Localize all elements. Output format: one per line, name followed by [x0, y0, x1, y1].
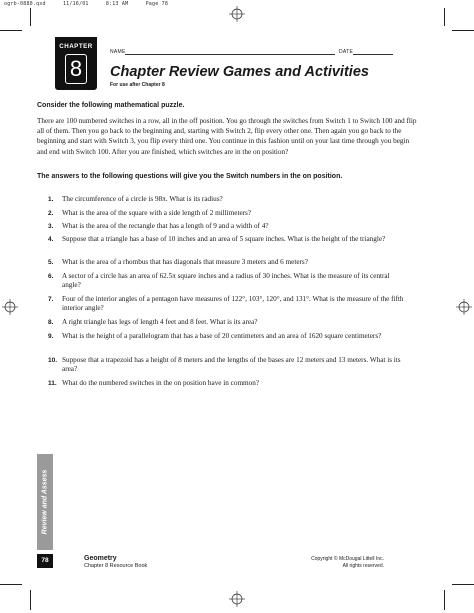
- name-label: NAME: [110, 49, 126, 55]
- question-number: 3.: [48, 223, 54, 230]
- footer-copyright: [311, 556, 384, 569]
- question-item: [48, 272, 408, 291]
- crop-mark: [444, 590, 445, 610]
- answers-heading: The answers to the following questions will give you the Switch numbers in the on position.: [37, 173, 343, 180]
- crop-mark: [452, 30, 474, 31]
- question-text: Four of the interior angles of a pentagon have measures of 122°, 103°, 120°, and 131°. What is the measure of the fifth interior angle?: [62, 295, 404, 313]
- question-number: 6.: [48, 273, 54, 280]
- page-number: 78: [37, 554, 53, 568]
- question-text: A sector of a circle has an area of 62.5π square inches and a radius of 30 inches. What is the measure of its central angle?: [62, 272, 390, 290]
- question-text: Suppose that a trapezoid has a height of 8 meters and the lengths of the bases are 12 meters and 13 meters. What is its area?: [62, 356, 401, 374]
- question-number: 4.: [48, 236, 54, 243]
- footer-book-title: Geometry: [84, 555, 117, 562]
- date-blank: [353, 54, 393, 55]
- side-tab-label: Review and Assess: [41, 469, 49, 535]
- question-text: What is the area of the square with a side length of 2 millimeters?: [62, 209, 252, 217]
- question-item: [48, 332, 408, 341]
- question-number: 10.: [48, 357, 58, 364]
- crop-mark: [0, 584, 22, 585]
- question-item: [48, 295, 408, 314]
- puzzle-heading: Consider the following mathematical puzzle.: [37, 102, 185, 109]
- question-number: 2.: [48, 210, 54, 217]
- question-item: [48, 318, 408, 327]
- question-number: 7.: [48, 296, 54, 303]
- slug-page: Page 78: [145, 1, 169, 7]
- crop-mark: [30, 8, 31, 26]
- question-text: The circumference of a circle is 98π. What is its radius?: [62, 195, 223, 203]
- puzzle-text: There are 100 numbered switches in a row, all in the off position. You go through the switches from Switch 1 to Switch 100 and flip all of them. Then you go back to the beginning and, starting with Switch 2, flip every other one. Then again you go back to the beginning and start with Switch 3, you flip every third one. You continue in this fashion until on your last time through you begin and end with Switch 100. After you are finished, which switches are in the on position?: [37, 117, 417, 156]
- slug-time: 8:13 AM: [105, 1, 129, 7]
- chapter-label: CHAPTER: [59, 43, 93, 50]
- question-item: [48, 235, 408, 244]
- question-text: What is the height of a parallelogram that has a base of 20 centimeters and an area of 1620 square centimeters?: [62, 332, 382, 340]
- rights-text: All rights reserved.: [342, 562, 384, 569]
- file-slug: [4, 1, 182, 7]
- registration-mark-icon: [229, 6, 245, 22]
- copyright-text: Copyright © McDougal Littell Inc.: [311, 556, 384, 562]
- slug-date: 11/16/01: [62, 1, 89, 7]
- crop-mark: [452, 584, 474, 585]
- question-item: [48, 222, 408, 231]
- question-item: [48, 258, 408, 267]
- question-item: [48, 209, 408, 218]
- name-blank: [125, 54, 335, 55]
- footer-resource: Chapter 8 Resource Book: [84, 563, 148, 569]
- crop-mark: [0, 30, 22, 31]
- slug-file: ogrb-0880.qxd: [4, 1, 46, 7]
- chapter-number: 8: [65, 54, 87, 84]
- crop-mark: [30, 590, 31, 610]
- registration-mark-icon: [229, 591, 245, 607]
- question-text: What is the area of a rhombus that has diagonals that measure 3 meters and 6 meters?: [62, 258, 308, 266]
- question-number: 11.: [48, 380, 57, 387]
- question-number: 1.: [48, 196, 54, 203]
- registration-mark-icon: [456, 299, 472, 315]
- footer-book-info: [84, 555, 147, 569]
- chapter-badge: [55, 37, 97, 90]
- side-tab: [37, 454, 53, 550]
- page-title: Chapter Review Games and Activities: [110, 64, 369, 80]
- page-subtitle: For use after Chapter 8: [110, 82, 165, 88]
- question-text: What is the area of the rectangle that has a length of 9 and a width of 4?: [62, 222, 269, 230]
- question-item: [48, 356, 408, 375]
- question-item: [48, 379, 408, 388]
- question-number: 5.: [48, 259, 54, 266]
- question-text: Suppose that a triangle has a base of 10 inches and an area of 5 square inches. What is the height of the triangle?: [62, 235, 386, 243]
- crop-mark: [444, 8, 445, 26]
- registration-mark-icon: [2, 299, 18, 315]
- question-text: What do the numbered switches in the on position have in common?: [62, 379, 260, 387]
- question-item: [48, 195, 408, 204]
- date-label: DATE: [339, 49, 354, 55]
- question-text: A right triangle has legs of length 4 feet and 8 feet. What is its area?: [62, 318, 258, 326]
- question-number: 9.: [48, 333, 54, 340]
- question-number: 8.: [48, 319, 54, 326]
